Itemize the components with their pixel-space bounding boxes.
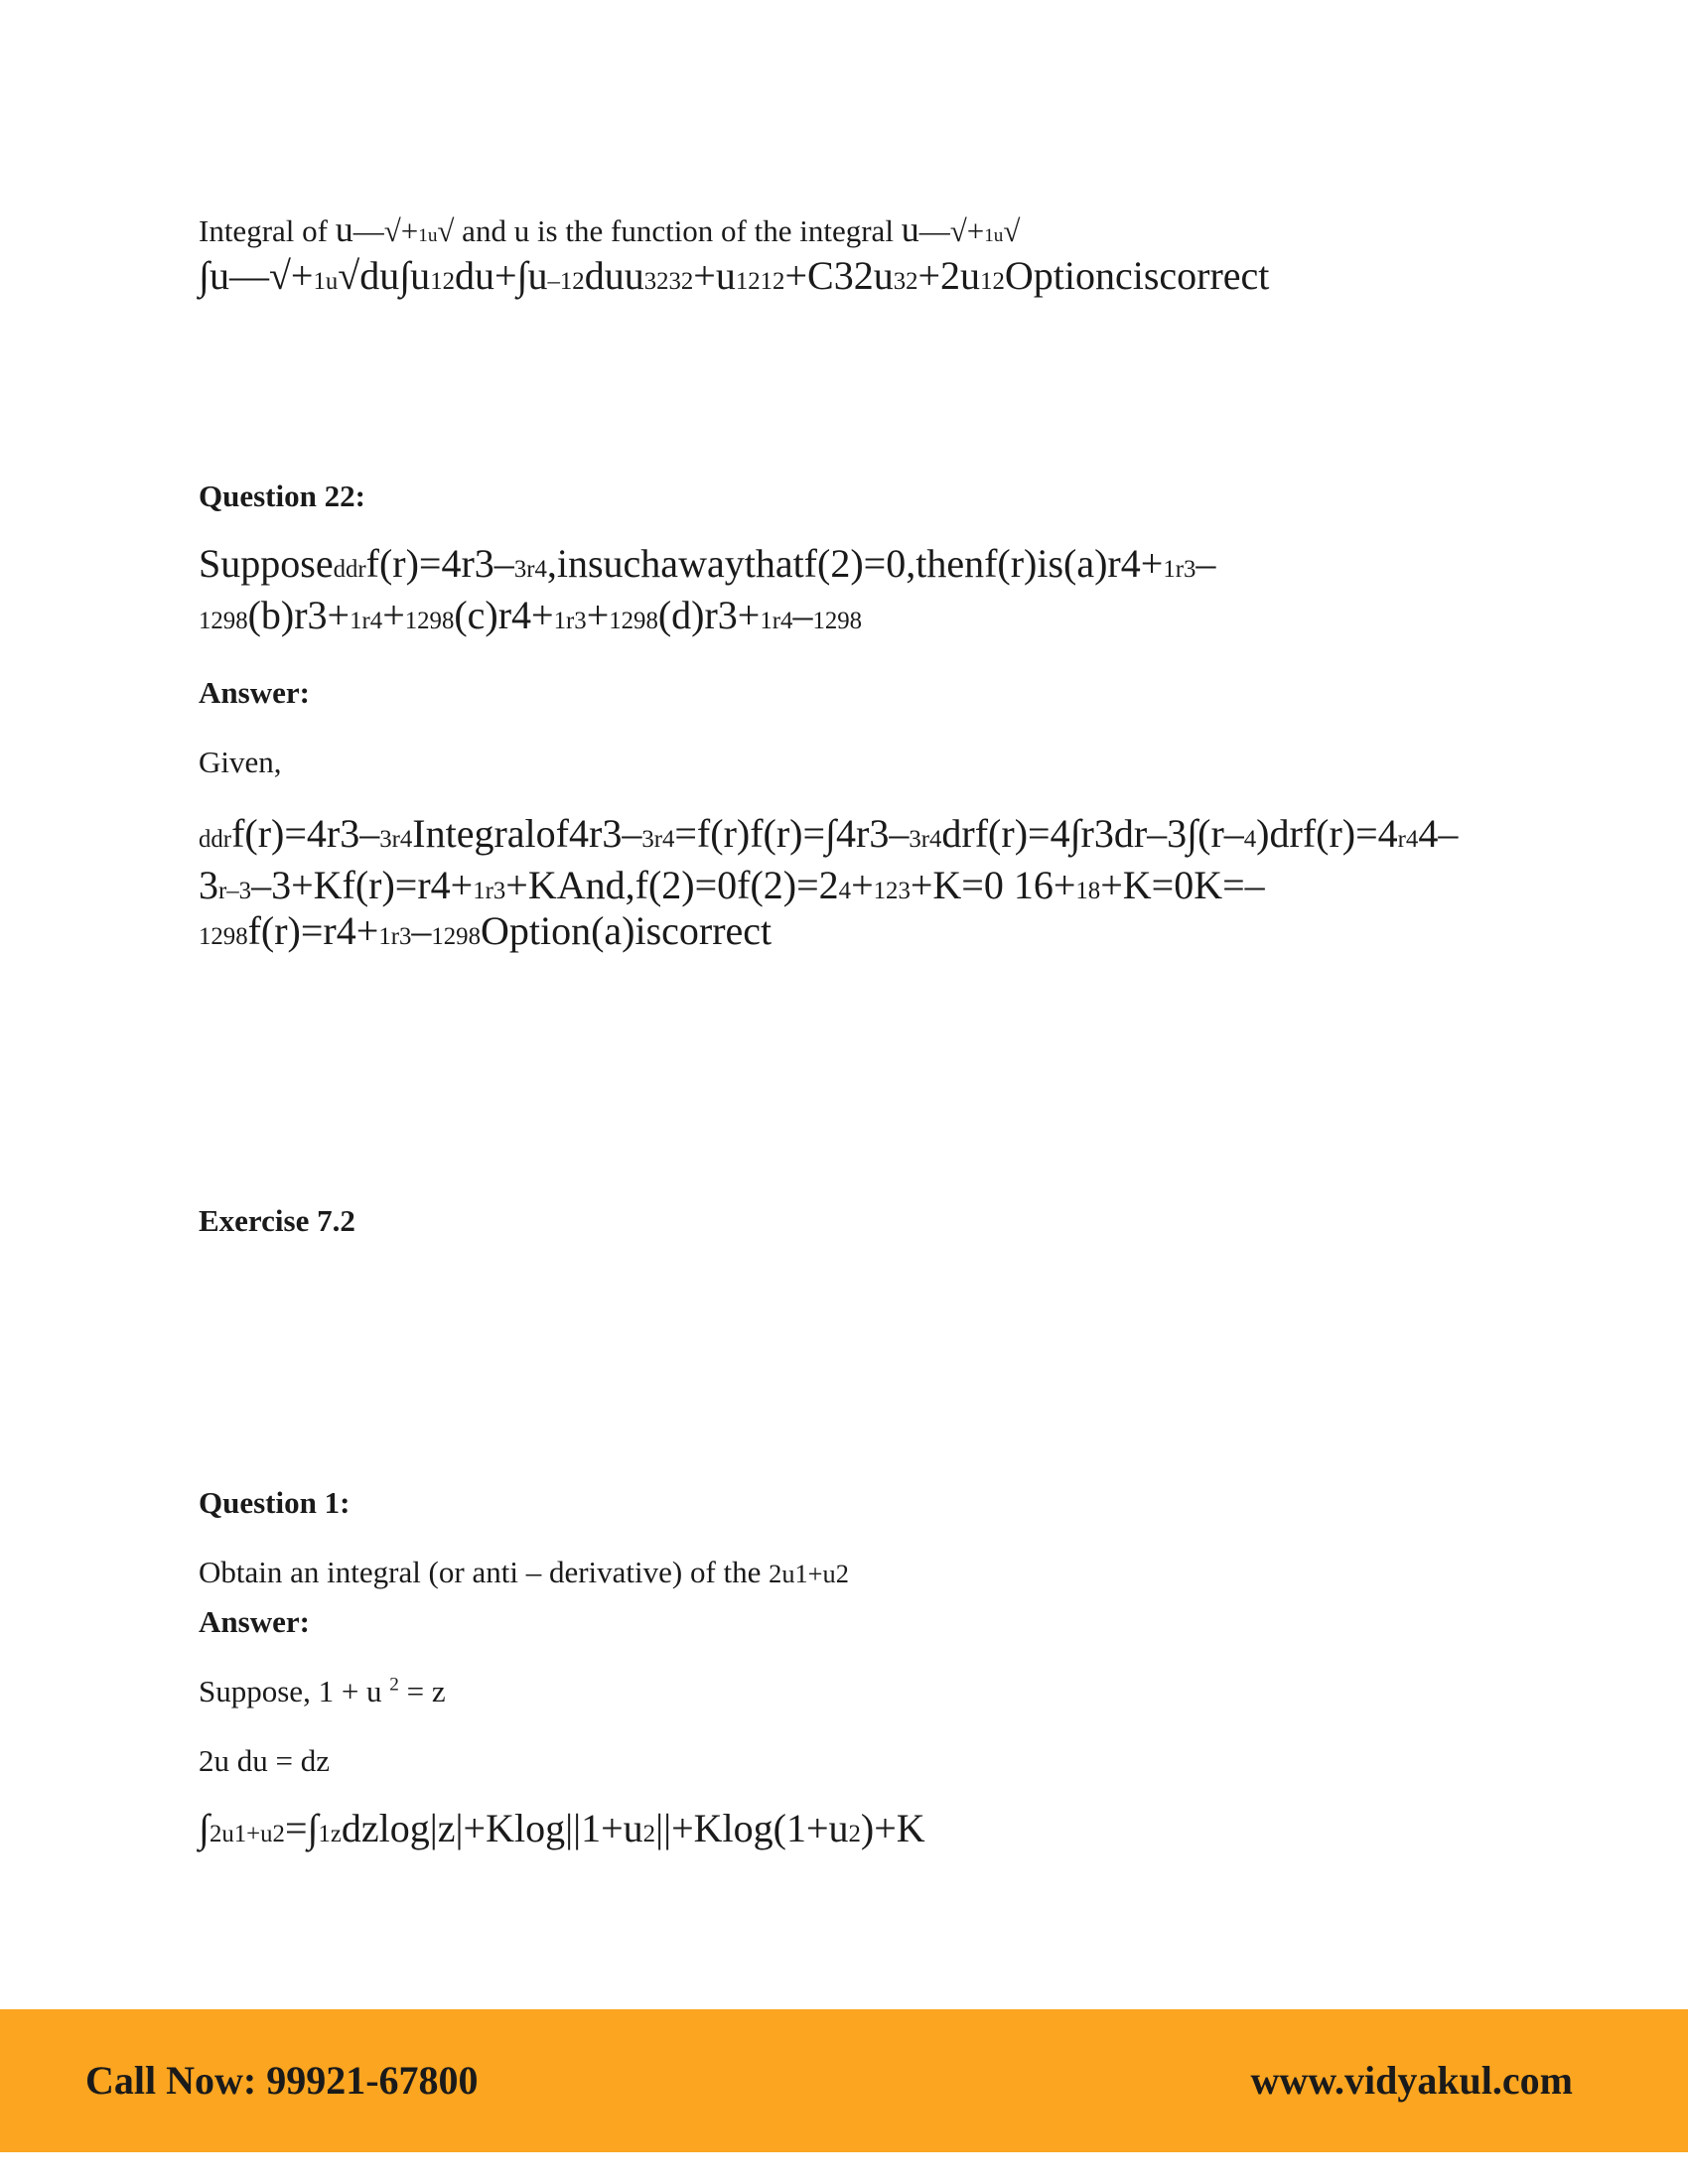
text: 1u — [313, 268, 339, 295]
text: du+∫u — [454, 253, 548, 298]
text: 12 — [980, 268, 1005, 295]
text: 18 — [1075, 878, 1101, 904]
intro-line-2 — [199, 252, 1269, 299]
question-1-formula — [199, 1805, 925, 1851]
text: =∫ — [284, 1806, 319, 1850]
text: Suppose, 1 + u — [199, 1674, 390, 1708]
question-1-prompt — [199, 1555, 849, 1590]
text: 1212 — [735, 268, 785, 295]
text: f(r)=4r3– — [231, 811, 380, 856]
text: 1298 — [199, 608, 248, 634]
text: +u — [693, 253, 736, 298]
text: Option(a)iscorrect — [480, 908, 773, 953]
question-1-differential: 2u du = dz — [199, 1743, 330, 1778]
text: u — [335, 209, 353, 249]
text: )+K — [860, 1806, 925, 1850]
text: f(r)=r4+ — [247, 908, 379, 953]
text: 1298 — [404, 608, 455, 634]
text: 1298 — [812, 608, 863, 634]
text: +C32u — [784, 253, 894, 298]
text: 1r4 — [760, 608, 793, 634]
text: drf(r)=4∫r3dr–3∫(r– — [941, 811, 1244, 856]
text: duu — [584, 253, 644, 298]
question-1-heading: Question 1: — [199, 1485, 351, 1520]
text: 1r4 — [350, 608, 383, 634]
text: ,insuchawaythatf(2)=0,thenf(r)is(a)r4+ — [546, 541, 1164, 586]
question-1-suppose — [199, 1674, 446, 1709]
text: (b)r3+ — [247, 593, 351, 637]
text: 1298 — [609, 608, 658, 634]
text: r4 — [1397, 826, 1419, 853]
text: 1u — [984, 225, 1004, 246]
text: ––√+ — [352, 213, 419, 248]
text: Obtain an integral (or anti – derivative) of the — [199, 1555, 770, 1589]
text: 1298 — [431, 923, 481, 950]
text: 1u — [418, 225, 438, 246]
text: 2 — [642, 1821, 656, 1847]
intro-line-1 — [199, 208, 1020, 250]
question-22-given: Given, — [199, 745, 282, 779]
text: 3r4 — [379, 826, 413, 853]
text: –12 — [547, 268, 585, 295]
text: √ — [1003, 213, 1021, 248]
text: 2u1+u2 — [769, 1560, 849, 1588]
text: –3+Kf(r)=r4+ — [251, 863, 474, 907]
text: 1z — [318, 1821, 342, 1847]
question-22-answer-line-3 — [199, 907, 772, 954]
text: Suppose — [199, 541, 334, 586]
footer-bar — [0, 2009, 1688, 2152]
text: ∫ — [199, 1806, 210, 1850]
footer-website-link[interactable]: www.vidyakul.com — [1250, 2058, 1573, 2103]
text: 4– — [1418, 811, 1459, 856]
text: 3 — [199, 863, 218, 907]
text: +2u — [917, 253, 981, 298]
text: 2 — [848, 1821, 861, 1847]
question-22-line-1 — [199, 540, 1215, 587]
text: dzlog|z|+Klog||1+u — [341, 1806, 643, 1850]
text: 2 — [389, 1674, 399, 1696]
text: r–3 — [218, 878, 252, 904]
text: 32 — [893, 268, 918, 295]
question-22-line-2 — [199, 592, 862, 638]
exercise-title: Exercise 7.2 — [199, 1203, 355, 1238]
text: √du∫u — [338, 253, 431, 298]
text: 12 — [430, 268, 455, 295]
text: (c)r4+ — [454, 593, 554, 637]
text: 123 — [873, 878, 911, 904]
text: – — [792, 593, 813, 637]
text: ––√+ — [918, 213, 985, 248]
text: )drf(r)=4 — [1256, 811, 1398, 856]
text: ||+Klog(1+u — [655, 1806, 849, 1850]
question-22-answer-line-2 — [199, 862, 1265, 908]
text: =f(r)f(r)=∫4r3– — [674, 811, 910, 856]
text: 2u1+u2 — [209, 1821, 285, 1847]
text: 3r4 — [909, 826, 942, 853]
text: +K=0 16+ — [910, 863, 1076, 907]
text: 3r4 — [641, 826, 675, 853]
text: ddr — [199, 826, 232, 853]
question-22-answer-label: Answer: — [199, 675, 310, 710]
question-22-answer-line-1 — [199, 810, 1458, 857]
text: 3232 — [643, 268, 694, 295]
text: (d)r3+ — [657, 593, 761, 637]
text: Integral of — [199, 213, 336, 248]
text: = z — [398, 1674, 446, 1708]
text: √ and u is the function of the integral — [437, 213, 902, 248]
text: + — [586, 593, 610, 637]
question-22-heading: Question 22: — [199, 478, 365, 513]
text: +K=0K=– — [1100, 863, 1265, 907]
text: 1r3 — [473, 878, 506, 904]
question-1-answer-label: Answer: — [199, 1604, 310, 1639]
text: ddr — [333, 556, 366, 583]
text: +KAnd,f(2)=0f(2)=2 — [505, 863, 839, 907]
text: 1r3 — [553, 608, 587, 634]
text: 1298 — [199, 923, 248, 950]
text: 1r3 — [378, 923, 412, 950]
text: – — [1196, 541, 1216, 586]
text: + — [382, 593, 405, 637]
text: Integralof4r3– — [412, 811, 642, 856]
text: 4 — [1243, 826, 1257, 853]
text: Optionciscorrect — [1004, 253, 1270, 298]
text: 4 — [838, 878, 852, 904]
text: + — [851, 863, 874, 907]
text: 1r3 — [1163, 556, 1196, 583]
text: – — [411, 908, 432, 953]
text: 3r4 — [513, 556, 547, 583]
text: f(r)=4r3– — [365, 541, 514, 586]
footer-phone[interactable]: Call Now: 99921-67800 — [85, 2058, 479, 2103]
text: u — [901, 209, 919, 249]
text: ∫u––√+ — [199, 253, 314, 298]
